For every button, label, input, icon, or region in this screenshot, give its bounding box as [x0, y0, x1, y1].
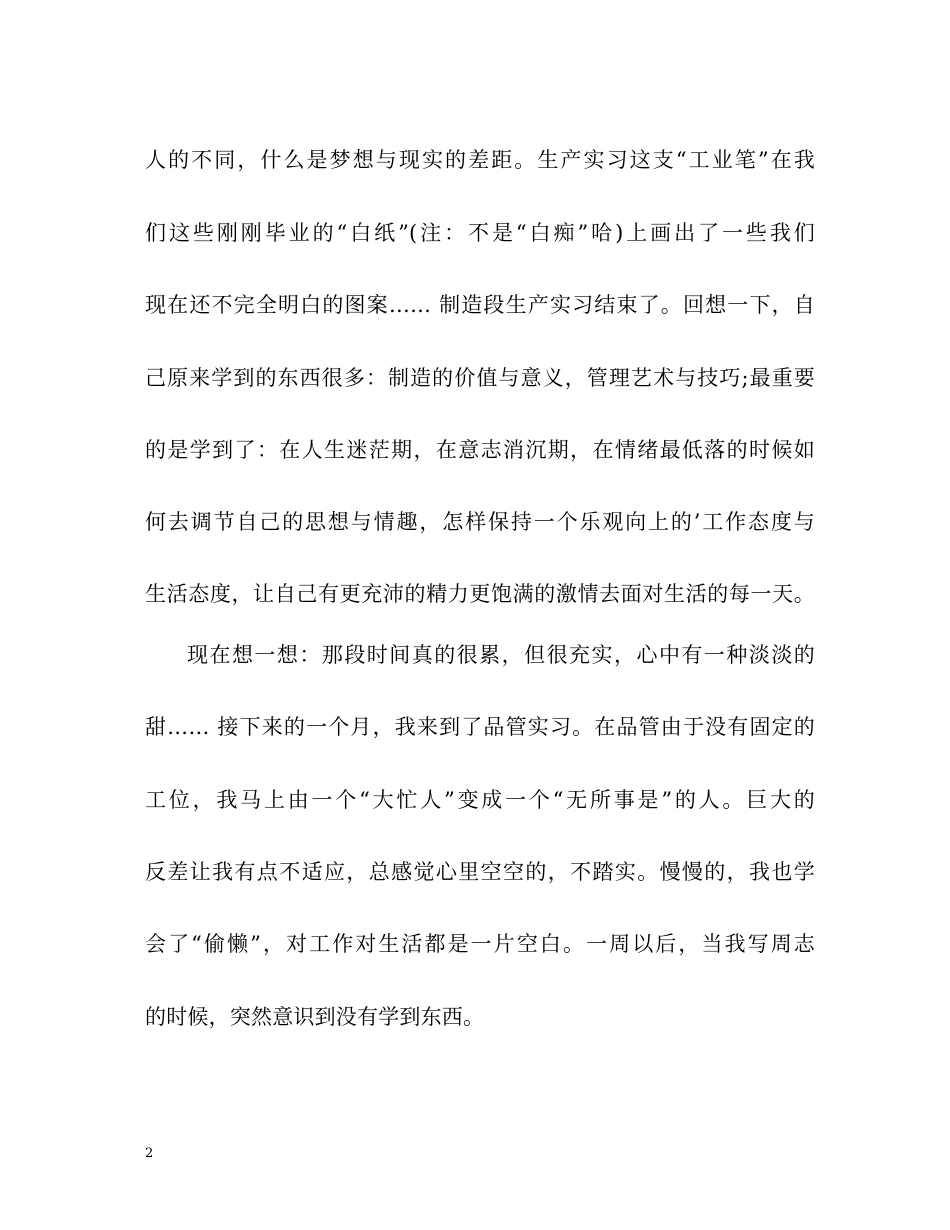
text-line-last: 的时候，突然意识到没有学到东西。 — [145, 1005, 485, 1029]
paragraph-first-line: 现在想一想：那段时间真的很累，但很充实，心中有一种淡淡的 — [187, 643, 815, 667]
text-line: 反差让我有点不适应，总感觉心里空空的，不踏实。慢慢的，我也学 — [145, 860, 815, 884]
text-line: 的是学到了：在人生迷茫期，在意志消沉期，在情绪最低落的时候如 — [145, 438, 815, 462]
text-line: 会了“偷懒”，对工作对生活都是一片空白。一周以后，当我写周志 — [145, 932, 815, 956]
text-line: 己原来学到的东西很多：制造的价值与意义，管理艺术与技巧;最重要 — [145, 366, 815, 390]
text-line: 们这些刚刚毕业的“白纸”(注：不是“白痴”哈)上画出了一些我们 — [145, 221, 815, 245]
text-line: 工位，我马上由一个“大忙人”变成一个“无所事是”的人。巨大的 — [145, 788, 815, 812]
page-number: 2 — [145, 1146, 154, 1161]
text-line: 生活态度，让自己有更充沛的精力更饱满的激情去面对生活的每一天。 — [145, 582, 815, 606]
text-line: 人的不同，什么是梦想与现实的差距。生产实习这支“工业笔”在我 — [145, 148, 815, 172]
text-line: 现在还不完全明白的图案…… 制造段生产实习结束了。回想一下，自 — [145, 293, 815, 317]
text-line: 甜…… 接下来的一个月，我来到了品管实习。在品管由于没有固定的 — [145, 715, 815, 739]
text-line: 何去调节自己的思想与情趣，怎样保持一个乐观向上的’工作态度与 — [145, 510, 815, 534]
